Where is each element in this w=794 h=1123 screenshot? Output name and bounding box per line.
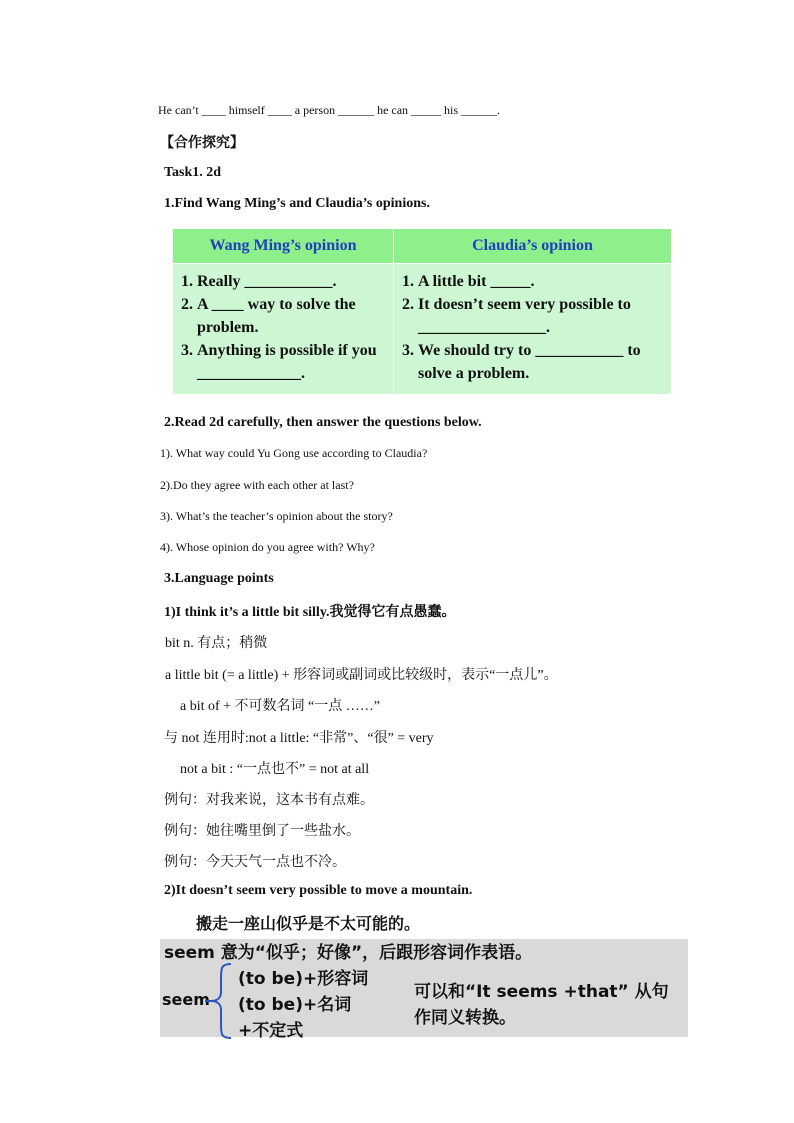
question-item: 1). What way could Yu Gong use according to Claudia? bbox=[160, 446, 428, 460]
seem-box-header: seem 意为“似乎；好像”，后跟形容词作表语。 bbox=[164, 943, 533, 963]
question-item: 2).Do they agree with each other at last? bbox=[160, 478, 354, 492]
claudia-header: Claudia’s opinion bbox=[394, 229, 672, 264]
question-2-title: 2.Read 2d carefully, then answer the questions below. bbox=[164, 415, 482, 430]
claudia-opinions bbox=[394, 264, 672, 395]
language-point-line: a little bit (= a little) + 形容词或副词或比较级时，表示“一点儿”。 bbox=[165, 668, 558, 683]
opinion-item: 3. We should try to ___________ to solve a problem. bbox=[418, 339, 665, 385]
example-sentence: 例句：对我来说，这本书有点难。 bbox=[164, 792, 374, 808]
opinion-item: 3. Anything is possible if you _____________. bbox=[197, 339, 387, 385]
fill-in-sentence: He can’t ____ himself ____ a person ______ he can _____ his ______. bbox=[158, 103, 501, 117]
section-title: 【合作探究】 bbox=[160, 135, 244, 151]
seem-option: (to be)+形容词 bbox=[238, 969, 369, 989]
question-3-title: 3.Language points bbox=[164, 571, 274, 586]
curly-brace-icon bbox=[205, 962, 235, 1040]
language-point-line: bit n. 有点；稍微 bbox=[165, 636, 268, 651]
wang-ming-opinions bbox=[173, 264, 394, 395]
task-label: Task1. 2d bbox=[164, 165, 222, 180]
seem-label: seem bbox=[162, 990, 210, 1009]
wang-ming-header: Wang Ming’s opinion bbox=[173, 229, 394, 264]
language-point-line: not a bit : “一点也不” = not at all bbox=[180, 762, 370, 777]
language-point-2-title: 2)It doesn’t seem very possible to move a mountain. bbox=[164, 883, 473, 898]
language-point-1-title: 1)I think it’s a little bit silly.我觉得它有点愚蠢。 bbox=[164, 605, 456, 620]
seem-note: 作同义转换。 bbox=[414, 1008, 516, 1028]
opinion-item: 1. Really ___________. bbox=[197, 270, 387, 293]
seem-option: (to be)+名词 bbox=[238, 995, 352, 1015]
question-1-title: 1.Find Wang Ming’s and Claudia’s opinions. bbox=[164, 196, 430, 211]
language-point-line: a bit of + 不可数名词 “一点 ……” bbox=[180, 699, 380, 714]
opinion-table bbox=[172, 228, 672, 395]
question-item: 3). What’s the teacher’s opinion about the story? bbox=[160, 509, 393, 523]
language-point-line: 与 not 连用时:not a little: “非常”、“很” = very bbox=[164, 731, 434, 746]
opinion-item: 1. A little bit _____. bbox=[418, 270, 665, 293]
seem-usage-box bbox=[160, 939, 688, 1041]
example-sentence: 例句：今天天气一点也不冷。 bbox=[164, 854, 346, 870]
example-sentence: 例句：她往嘴里倒了一些盐水。 bbox=[164, 823, 360, 839]
question-item: 4). Whose opinion do you agree with? Why? bbox=[160, 540, 375, 554]
opinion-item: 2. It doesn’t seem very possible to ________________. bbox=[418, 293, 665, 339]
language-point-2-translation: 搬走一座山似乎是不太可能的。 bbox=[196, 914, 421, 933]
seem-option: +不定式 bbox=[238, 1021, 304, 1041]
seem-note: 可以和“It seems +that” 从句 bbox=[414, 982, 669, 1002]
opinion-item: 2. A ____ way to solve the problem. bbox=[197, 293, 387, 339]
